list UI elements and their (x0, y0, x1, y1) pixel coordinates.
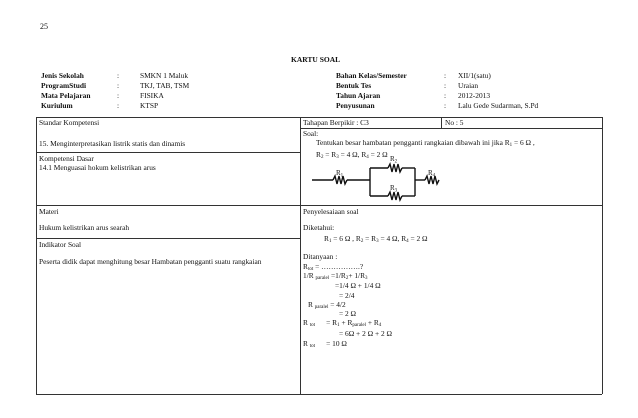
table-divider-no (441, 117, 442, 128)
soal-label: Soal: (303, 129, 319, 138)
label-r1: $R_1$ (336, 169, 344, 179)
info-value-tahun-ajaran: 2012-2013 (458, 91, 491, 100)
info-label-penyusunan: Penyusunan (336, 101, 375, 110)
table-border-bottom (36, 394, 602, 395)
info-value-penyusunan: Lalu Gede Sudarman, S.Pd (458, 101, 539, 110)
info-label-mata-pelajaran: Mata Pelajaran (41, 91, 91, 100)
info-label-kelas-semester: Bahan Kelas/Semester (336, 71, 407, 80)
step-rtot-question: $R_{tot}$ = …………….? (303, 262, 364, 272)
info-sep: : (444, 81, 447, 90)
sk-text: 15. Menginterpretasikan listrik statis dan dinamis (39, 139, 186, 148)
kd-text: 14.1 Menguasai hokum kelistrikan arus (39, 163, 156, 172)
info-sep: : (444, 91, 447, 100)
info-sep: : (117, 81, 120, 90)
info-label-bentuk-tes: Bentuk Tes (336, 81, 372, 90)
info-sep: : (117, 101, 120, 110)
indikator-text: Peserta didik dapat menghitung besar Hambatan pengganti suatu rangkaian (39, 257, 262, 266)
materi-heading: Materi (39, 207, 59, 216)
info-value-kelas-semester: XII/1(satu) (458, 71, 491, 80)
ditanyaan-label: Ditanyaan : (303, 252, 338, 261)
info-value-kurikulum: KTSP (140, 101, 159, 110)
label-r4: $R_4$ (428, 169, 436, 179)
resistor-r2 (388, 164, 402, 172)
info-sep: : (444, 101, 447, 110)
info-sep: : (117, 71, 120, 80)
label-r3: $R_3$ (390, 184, 398, 194)
step-rtot-sum: = 6Ω + 2 Ω + 2 Ω (339, 329, 393, 338)
info-value-bentuk-tes: Uraian (458, 81, 479, 90)
table-divider-indikator (36, 238, 300, 239)
kd-heading: Kompetensi Dasar (39, 154, 94, 163)
circuit-diagram (300, 156, 440, 212)
info-label-tahun-ajaran: Tahun Ajaran (336, 91, 381, 100)
step-parallel-fraction: = 2/4 (339, 291, 355, 300)
step-rparalel: R $_{paralel}$ = 4/2 (308, 300, 346, 310)
diketahui-values: $R_1 = 6$ Ω , $R_2 = R_3 = 4$ Ω, $R_4 = 2$ Ω (324, 234, 428, 244)
indikator-heading: Indikator Soal (39, 240, 82, 249)
soal-question-text: Tentukan besar hambatan pengganti rangkaian dibawah ini jika R (316, 138, 510, 147)
info-value-mata-pelajaran: FISIKA (140, 91, 164, 100)
soal-question-tail: = 6 Ω , (512, 138, 535, 147)
penyelesaian-heading: Penyelesaiaan soal (303, 207, 359, 216)
info-label-program-studi: ProgramStudi (41, 81, 87, 90)
step-rtot-result: R $_{tot}$ = 10 Ω (303, 339, 347, 349)
table-border-left (36, 117, 37, 394)
info-label-kurikulum: Kuriulum (41, 101, 73, 110)
diketahui-label: Diketahui: (303, 223, 335, 232)
step-rparalel-result: = 2 Ω (339, 309, 357, 318)
step-parallel-sum: =1/4 Ω + 1/4 Ω (335, 281, 381, 290)
step-rtot-formula: R $_{tot}$ = $R_1 + R_{paralel} + R_4$ (303, 318, 382, 328)
soal-question-line2: $R_2 = R_3 = 4$ Ω, $R_4 = 2$ Ω (316, 150, 388, 160)
label-r2: $R_2$ (390, 156, 398, 165)
info-value-program-studi: TKJ, TAB, TSM (140, 81, 190, 90)
info-label-jenis-sekolah: Jenis Sekolah (41, 71, 84, 80)
tahapan-berpikir: Tahapan Berpikir : C3 (303, 118, 369, 127)
page-number: 25 (40, 22, 48, 31)
page-title: KARTU SOAL (291, 55, 341, 64)
soal-question-sub: 1 (509, 143, 513, 148)
info-value-jenis-sekolah: SMKN 1 Maluk (140, 71, 189, 80)
materi-text: Hukum kelistrikan arus searah (39, 223, 130, 232)
question-number: No : 5 (445, 118, 464, 127)
table-divider-tahapan (300, 128, 602, 129)
table-border-right (602, 117, 603, 394)
step-parallel-formula: 1/R $_{paralel} =1/R_2+ 1/R_3$ (303, 271, 368, 281)
sk-heading: Standar Kompetensi (39, 118, 100, 127)
info-sep: : (444, 71, 447, 80)
soal-question-line1 (316, 139, 535, 148)
table-divider-kd (36, 152, 300, 153)
info-sep: : (117, 91, 120, 100)
